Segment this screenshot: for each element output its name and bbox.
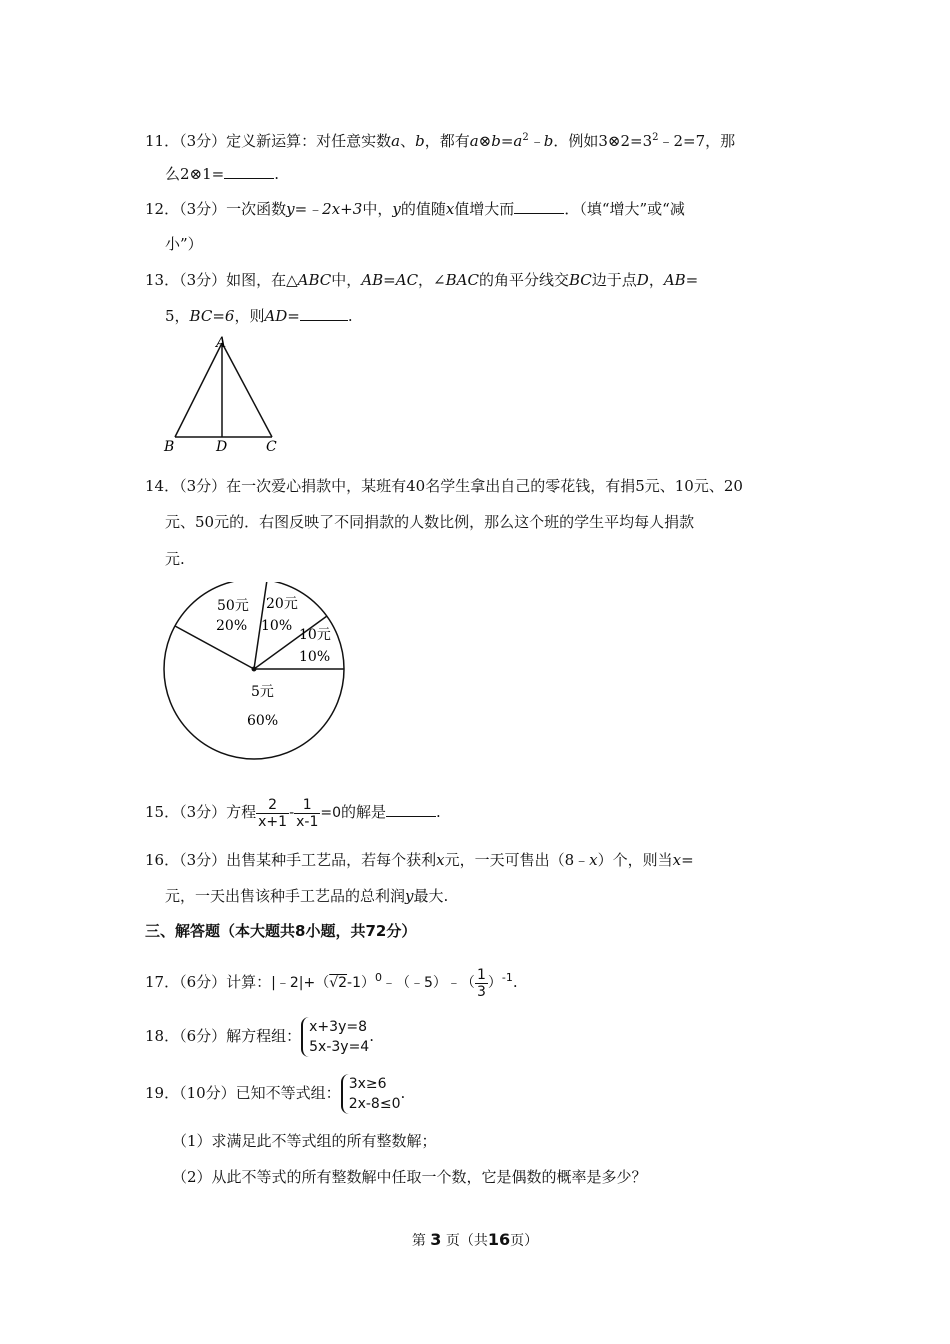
section-heading: 三、解答题（本大题共8小题，共72分）: [145, 922, 417, 940]
q11-line2: 么2⊗1= .: [165, 165, 280, 183]
q16-line2: 元，一天出售该种手工艺品的总利润y最大.: [165, 887, 449, 905]
q15-line: 15．（3分）方程 $\frac{2}{x+1}$ - $\frac{1}{x-1}$ =0的解是 .: [145, 796, 441, 830]
slice-label: 10元: [299, 627, 331, 643]
pie-chart: [160, 582, 350, 762]
triangle-figure: [160, 335, 290, 457]
q17-line: 17．（6分）计算：$|﹣2|+(√2-1)^0﹣(﹣5)﹣$（ $\frac{1}{3}$ ）$^{-1}$.: [145, 966, 518, 1000]
slice-pct: 10%: [299, 649, 331, 665]
vertex-label-d: D: [216, 439, 228, 455]
page-footer: 第 3 页（共16页）: [411, 1230, 539, 1249]
answer-blank: [386, 802, 436, 817]
q14-line2: 元、50元的．右图反映了不同捐款的人数比例，那么这个班的学生平均每人捐款: [165, 513, 695, 531]
q12-line2: 小”）: [165, 235, 203, 253]
page-number: 3: [430, 1230, 442, 1249]
side-ab: [175, 343, 222, 437]
slice-pct: 60%: [247, 713, 279, 729]
q16-line1: 16．（3分）出售某种手工艺品，若每个获利x元，一天可售出（8﹣x）个，则当x=: [145, 851, 694, 869]
q14-line1: 14．（3分）在一次爱心捐款中，某班有40名学生拿出自己的零花钱，有捐5元、10元、20: [145, 477, 743, 495]
q18-line: 18．（6分）解方程组： x+3y=8 5x-3y=4 .: [145, 1019, 374, 1055]
inequality-system: 3x≥6 2x-8≤0: [341, 1074, 401, 1114]
q13-line2: 5，BC=6，则AD= .: [165, 307, 353, 325]
q19-line: 19．（10分）已知不等式组： 3x≥6 2x-8≤0 .: [145, 1076, 406, 1112]
equation-system: x+3y=8 5x-3y=4: [301, 1017, 369, 1057]
slice-label: 5元: [251, 684, 274, 700]
answer-blank: [300, 306, 348, 321]
fraction: $\frac{2}{x+1}$: [258, 796, 288, 830]
vertex-label-b: B: [164, 439, 175, 455]
q12-line1: 12．（3分）一次函数y=﹣2x+3中，y的值随x值增大而 ．（填“增大”或“减: [145, 200, 685, 218]
pie-center: [252, 667, 257, 672]
slice-label: 50元: [217, 598, 249, 614]
q13-line1: 13．（3分）如图，在△ABC中，AB=AC，∠BAC的角平分线交BC边于点D，AB=: [145, 271, 699, 289]
vertex-label-a: A: [216, 335, 227, 351]
answer-blank: [224, 164, 274, 179]
q19-sub2: （2）从此不等式的所有整数解中任取一个数，它是偶数的概率是多少？: [172, 1168, 647, 1186]
answer-blank: [514, 199, 564, 214]
fraction: $\frac{1}{x-1}$: [296, 796, 319, 830]
slice-pct: 20%: [216, 618, 248, 634]
q11-line1: 11．（3分）定义新运算：对任意实数a、b，都有$a\otimes b=a^2﹣b$．例如$3\otimes 2=3^2﹣2=7$，那: [145, 132, 736, 150]
q14-line3: 元.: [165, 550, 185, 568]
slice-label: 20元: [266, 596, 298, 612]
page-total: 16: [487, 1230, 511, 1249]
side-ac: [222, 343, 272, 437]
fraction: $\frac{1}{3}$: [476, 966, 486, 1000]
slice-pct: 10%: [261, 618, 293, 634]
q19-sub1: （1）求满足此不等式组的所有整数解；: [172, 1132, 437, 1150]
vertex-label-c: C: [266, 439, 277, 455]
